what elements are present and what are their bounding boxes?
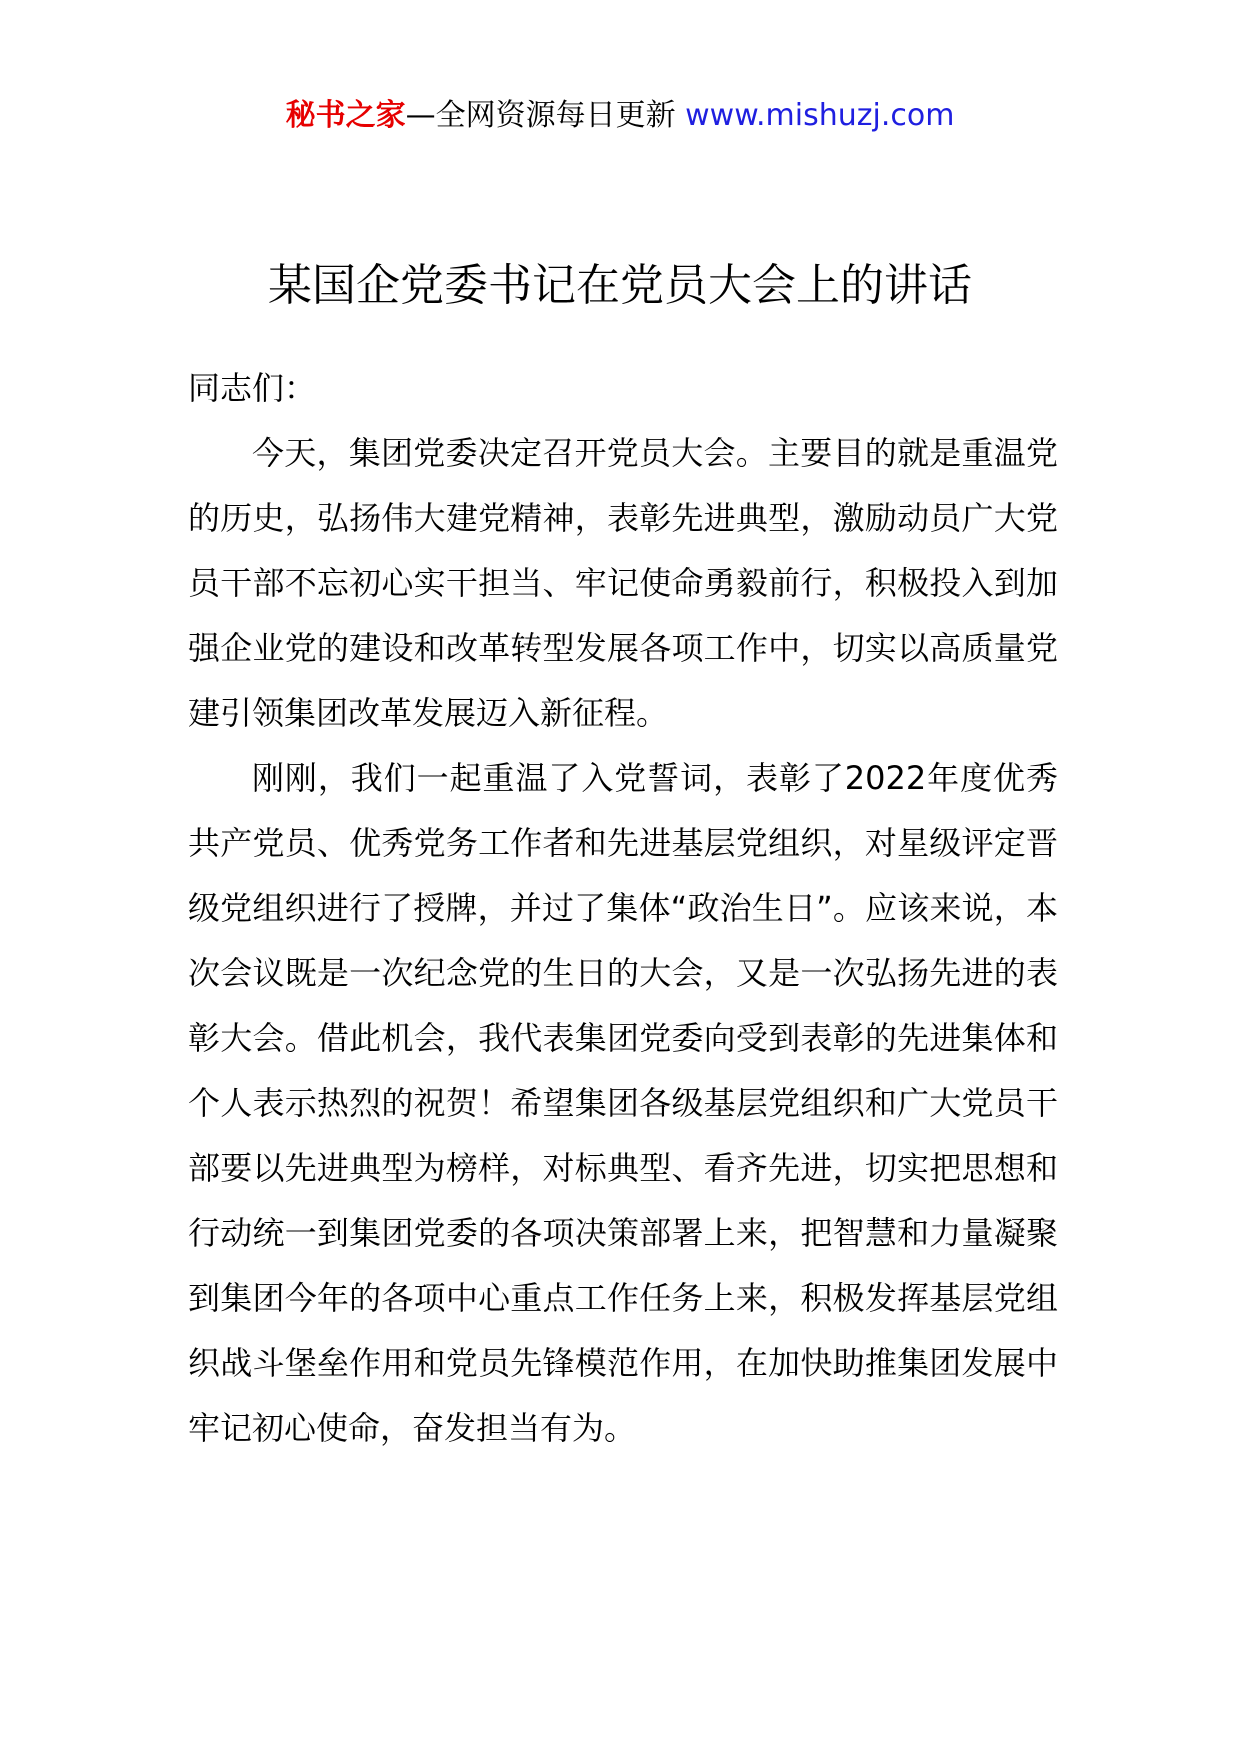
paragraph-1: 今天，集团党委决定召开党员大会。主要目的就是重温党的历史，弘扬伟大建党精神，表彰先进典型，激励动员广大党员干部不忘初心实干担当、牢记使命勇毅前行，积极投入到加强企业党的建设和改革转型发展各项工作中，切实以高质量党建引领集团改革发展迈入新征程。 (188, 434, 1058, 732)
paragraph-2: 刚刚，我们一起重温了入党誓词，表彰了2022年度优秀共产党员、优秀党务工作者和先进基层党组织，对星级评定晋级党组织进行了授牌，并过了集体“政治生日”。应该来说，本次会议既是一次纪念党的生日的大会，又是一次弘扬先进的表彰大会。借此机会，我代表集团党委向受到表彰的先进集体和个人表示热烈的祝贺！希望集团各级基层党组织和广大党员干部要以先进典型为榜样，对标典型、看齐先进，切实把思想和行动统一到集团党委的各项决策部署上来，把智慧和力量凝聚到集团今年的各项中心重点工作任务上来，积极发挥基层党组织战斗堡垒作用和党员先锋模范作用，在加快助推集团发展中牢记初心使命，奋发担当有为。 (188, 759, 1058, 1447)
site-url-link[interactable]: www.mishuzj.com (685, 98, 955, 133)
salutation: 同志们： (188, 369, 317, 407)
document-title: 某国企党委书记在党员大会上的讲话 (268, 260, 972, 311)
site-header (0, 96, 1240, 136)
document-body (188, 356, 1058, 1461)
site-brand: 秘书之家 (285, 98, 406, 133)
site-tagline: —全网资源每日更新 (405, 98, 686, 133)
